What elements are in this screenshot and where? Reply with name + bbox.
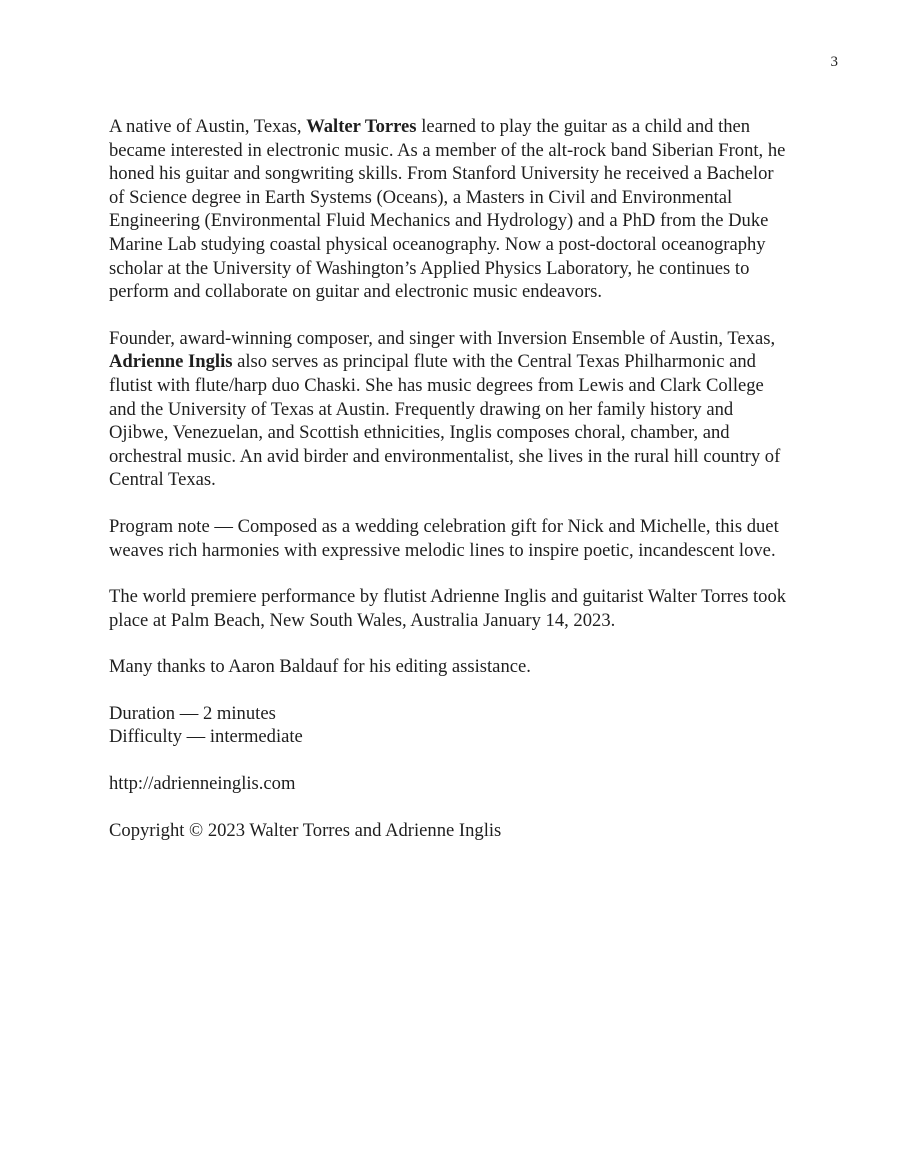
duration: Duration — 2 minutes [109, 702, 276, 724]
bio-torres-text: learned to play the guitar as a child and then became interested in electronic music. As a member of the alt-rock band Siberian Front, he honed his guitar and songwriting skills. From Stanford University he received a Bachelor of Science degree in Earth Systems (Oceans), a Masters in Civil and Environmental Engineering (Environmental Fluid Mechanics and Hydrology) and a PhD from the Duke Marine Lab studying coastal physical oceanography. Now a post-doctoral oceanography scholar at the University of Washington’s Applied Physics Laboratory, he continues to perform and collaborate on guitar and electronic music endeavors. [109, 116, 786, 303]
bio-inglis-name: Adrienne Inglis [109, 351, 233, 373]
bio-torres-intro: A native of Austin, Texas, [109, 116, 307, 137]
document-body [109, 115, 789, 865]
bio-adrienne-inglis [109, 327, 789, 492]
page-number: 3 [830, 54, 838, 70]
premiere-note: The world premiere performance by flutist Adrienne Inglis and guitarist Walter Torres took place at Palm Beach, New South Wales, Australia January 14, 2023. [109, 586, 787, 631]
website-link[interactable]: http://adrienneinglis.com [109, 773, 296, 795]
bio-walter-torres [109, 115, 789, 304]
difficulty: Difficulty — intermediate [109, 726, 303, 748]
bio-inglis-text: also serves as principal flute with the Central Texas Philharmonic and flutist with flute/harp duo Chaski. She has music degrees from Lewis and Clark College and the University of Texas at Austin. Frequently drawing on her family history and Ojibwe, Venezuelan, and Scottish ethnicities, Inglis composes choral, chamber, and orchestral music. An avid birder and environmentalist, she lives in the rural hill country of Central Texas. [109, 351, 781, 491]
thanks-note: Many thanks to Aaron Baldauf for his editing assistance. [109, 656, 531, 678]
copyright-notice: Copyright © 2023 Walter Torres and Adrienne Inglis [109, 819, 502, 841]
program-note: Program note — Composed as a wedding celebration gift for Nick and Michelle, this duet weaves rich harmonies with expressive melodic lines to inspire poetic, incandescent love. [109, 515, 779, 561]
bio-inglis-intro: Founder, award-winning composer, and singer with Inversion Ensemble of Austin, Texas, [109, 327, 776, 349]
bio-torres-name: Walter Torres [306, 116, 417, 137]
